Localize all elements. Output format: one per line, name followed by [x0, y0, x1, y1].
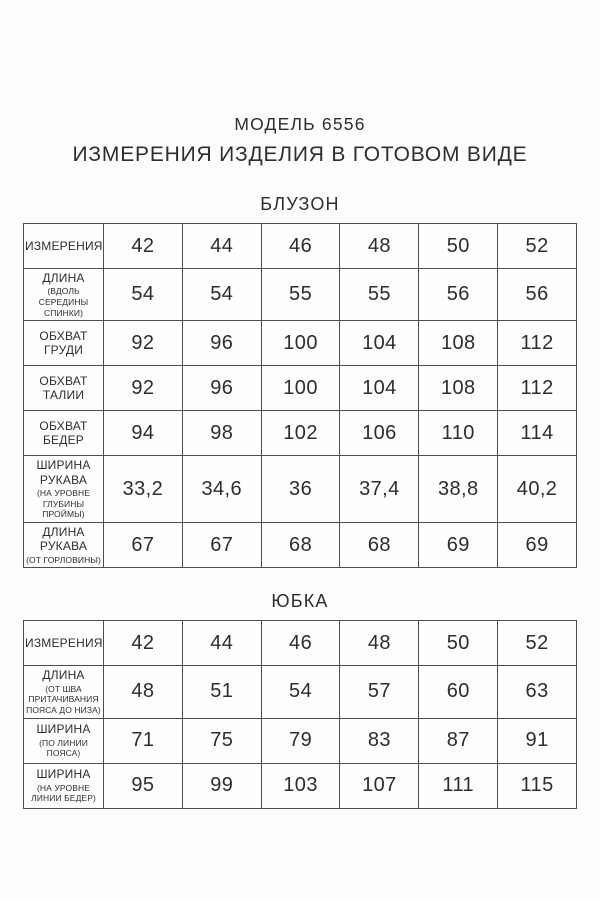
measurement-value-cell: 37,4: [340, 456, 419, 523]
size-column-header: 50: [419, 621, 498, 666]
measurement-label: ДЛИНА: [42, 668, 85, 683]
measurement-value-cell: 55: [340, 269, 419, 321]
measurement-value-cell: 112: [498, 321, 577, 366]
measurement-value-cell: 48: [104, 666, 183, 718]
measurement-note: (ОТ ШВА ПРИТАЧИВАНИЯ ПОЯСА ДО НИЗА): [26, 683, 101, 715]
measurement-value-cell: 67: [182, 522, 261, 567]
table-title-skirt: ЮБКА: [271, 591, 329, 612]
measurement-label: ОБХВАТ ГРУДИ: [39, 328, 88, 358]
measurement-value-cell: 111: [419, 763, 498, 808]
measurement-label-cell: [24, 666, 104, 718]
measurement-value-cell: 54: [261, 666, 340, 718]
measurement-value-cell: 108: [419, 321, 498, 366]
measurement-row: [24, 522, 577, 567]
size-column-header: 42: [104, 621, 183, 666]
size-header-row: [24, 621, 577, 666]
measurement-value-cell: 98: [182, 411, 261, 456]
measurement-row: [24, 456, 577, 523]
measurement-row: [24, 269, 577, 321]
measurement-note: (НА УРОВНЕ ГЛУБИНЫ ПРОЙМЫ): [37, 488, 90, 520]
measurement-label: ДЛИНА: [42, 271, 85, 285]
size-column-header: 44: [182, 621, 261, 666]
measurement-value-cell: 71: [104, 718, 183, 763]
measurement-value-cell: 107: [340, 763, 419, 808]
measurement-label-cell: [24, 366, 104, 411]
size-column-header: 48: [340, 621, 419, 666]
measurement-value-cell: 92: [104, 366, 183, 411]
size-column-header: 50: [419, 224, 498, 269]
skirt-size-table: [23, 620, 577, 808]
measurement-value-cell: 102: [261, 411, 340, 456]
measurement-label: ШИРИНА: [36, 767, 91, 782]
measurements-corner-cell: ИЗМЕРЕНИЯ: [24, 224, 104, 269]
table-title-blouson: БЛУЗОН: [260, 194, 340, 214]
measurement-note: (ВДОЛЬ СЕРЕДИНЫ СПИНКИ): [38, 286, 89, 318]
measurement-value-cell: 34,6: [182, 456, 261, 523]
measurement-value-cell: 96: [182, 321, 261, 366]
measurement-value-cell: 54: [104, 269, 183, 321]
size-column-header: 42: [104, 224, 183, 269]
measurement-value-cell: 69: [498, 522, 577, 567]
measurement-row: [24, 411, 577, 456]
measurement-note: (ПО ЛИНИИ ПОЯСА): [39, 737, 88, 759]
size-column-header: 52: [498, 621, 577, 666]
size-header-row: [24, 224, 577, 269]
measurement-value-cell: 56: [498, 269, 577, 321]
measurement-value-cell: 68: [261, 522, 340, 567]
measurement-value-cell: 87: [419, 718, 498, 763]
model-title: МОДЕЛЬ 6556: [234, 114, 366, 134]
measurement-value-cell: 54: [182, 269, 261, 321]
measurement-label-cell: [24, 763, 104, 808]
measurement-value-cell: 33,2: [104, 456, 183, 523]
measurement-label: ОБХВАТ ТАЛИИ: [39, 373, 88, 403]
measurement-value-cell: 83: [340, 718, 419, 763]
measurement-value-cell: 96: [182, 366, 261, 411]
measurement-value-cell: 106: [340, 411, 419, 456]
measurement-row: [24, 718, 577, 763]
measurement-value-cell: 94: [104, 411, 183, 456]
measurement-value-cell: 95: [104, 763, 183, 808]
measurement-value-cell: 57: [340, 666, 419, 718]
measurement-note: (ОТ ГОРЛОВИНЫ): [26, 554, 101, 565]
size-column-header: 46: [261, 224, 340, 269]
measurement-value-cell: 114: [498, 411, 577, 456]
measurement-value-cell: 67: [104, 522, 183, 567]
measurement-label-cell: [24, 456, 104, 523]
blouson-size-table: [23, 223, 577, 568]
measurement-value-cell: 79: [261, 718, 340, 763]
size-column-header: 52: [498, 224, 577, 269]
measurement-value-cell: 108: [419, 366, 498, 411]
measurement-value-cell: 63: [498, 666, 577, 718]
measurement-value-cell: 36: [261, 456, 340, 523]
measurement-label-cell: [24, 411, 104, 456]
measurement-value-cell: 38,8: [419, 456, 498, 523]
measurement-value-cell: 115: [498, 763, 577, 808]
measurements-corner-cell: ИЗМЕРЕНИЯ: [24, 621, 104, 666]
finished-measurements-subtitle: ИЗМЕРЕНИЯ ИЗДЕЛИЯ В ГОТОВОМ ВИДЕ: [72, 143, 528, 166]
measurement-row: [24, 321, 577, 366]
measurement-value-cell: 91: [498, 718, 577, 763]
measurement-value-cell: 68: [340, 522, 419, 567]
measurement-value-cell: 55: [261, 269, 340, 321]
measurement-value-cell: 100: [261, 321, 340, 366]
measurement-value-cell: 104: [340, 366, 419, 411]
measurement-label: ОБХВАТ БЕДЕР: [39, 418, 88, 448]
measurement-label: ДЛИНА РУКАВА: [39, 524, 88, 554]
measurement-value-cell: 56: [419, 269, 498, 321]
measurement-label: ШИРИНА: [36, 722, 91, 737]
measurement-label-cell: [24, 718, 104, 763]
measurement-value-cell: 100: [261, 366, 340, 411]
measurement-value-cell: 103: [261, 763, 340, 808]
measurement-value-cell: 104: [340, 321, 419, 366]
size-column-header: 46: [261, 621, 340, 666]
size-column-header: 48: [340, 224, 419, 269]
measurement-value-cell: 75: [182, 718, 261, 763]
measurement-value-cell: 99: [182, 763, 261, 808]
measurement-row: [24, 666, 577, 718]
measurement-label-cell: [24, 269, 104, 321]
measurement-row: [24, 763, 577, 808]
measurement-note: (НА УРОВНЕ ЛИНИИ БЕДЕР): [31, 782, 96, 804]
measurement-label: ШИРИНА РУКАВА: [36, 458, 91, 487]
measurement-value-cell: 92: [104, 321, 183, 366]
measurement-value-cell: 40,2: [498, 456, 577, 523]
measurement-label-cell: [24, 522, 104, 567]
measurement-value-cell: 51: [182, 666, 261, 718]
measurement-label-cell: [24, 321, 104, 366]
measurement-value-cell: 112: [498, 366, 577, 411]
measurement-value-cell: 60: [419, 666, 498, 718]
measurement-value-cell: 69: [419, 522, 498, 567]
size-column-header: 44: [182, 224, 261, 269]
measurement-row: [24, 366, 577, 411]
measurement-value-cell: 110: [419, 411, 498, 456]
